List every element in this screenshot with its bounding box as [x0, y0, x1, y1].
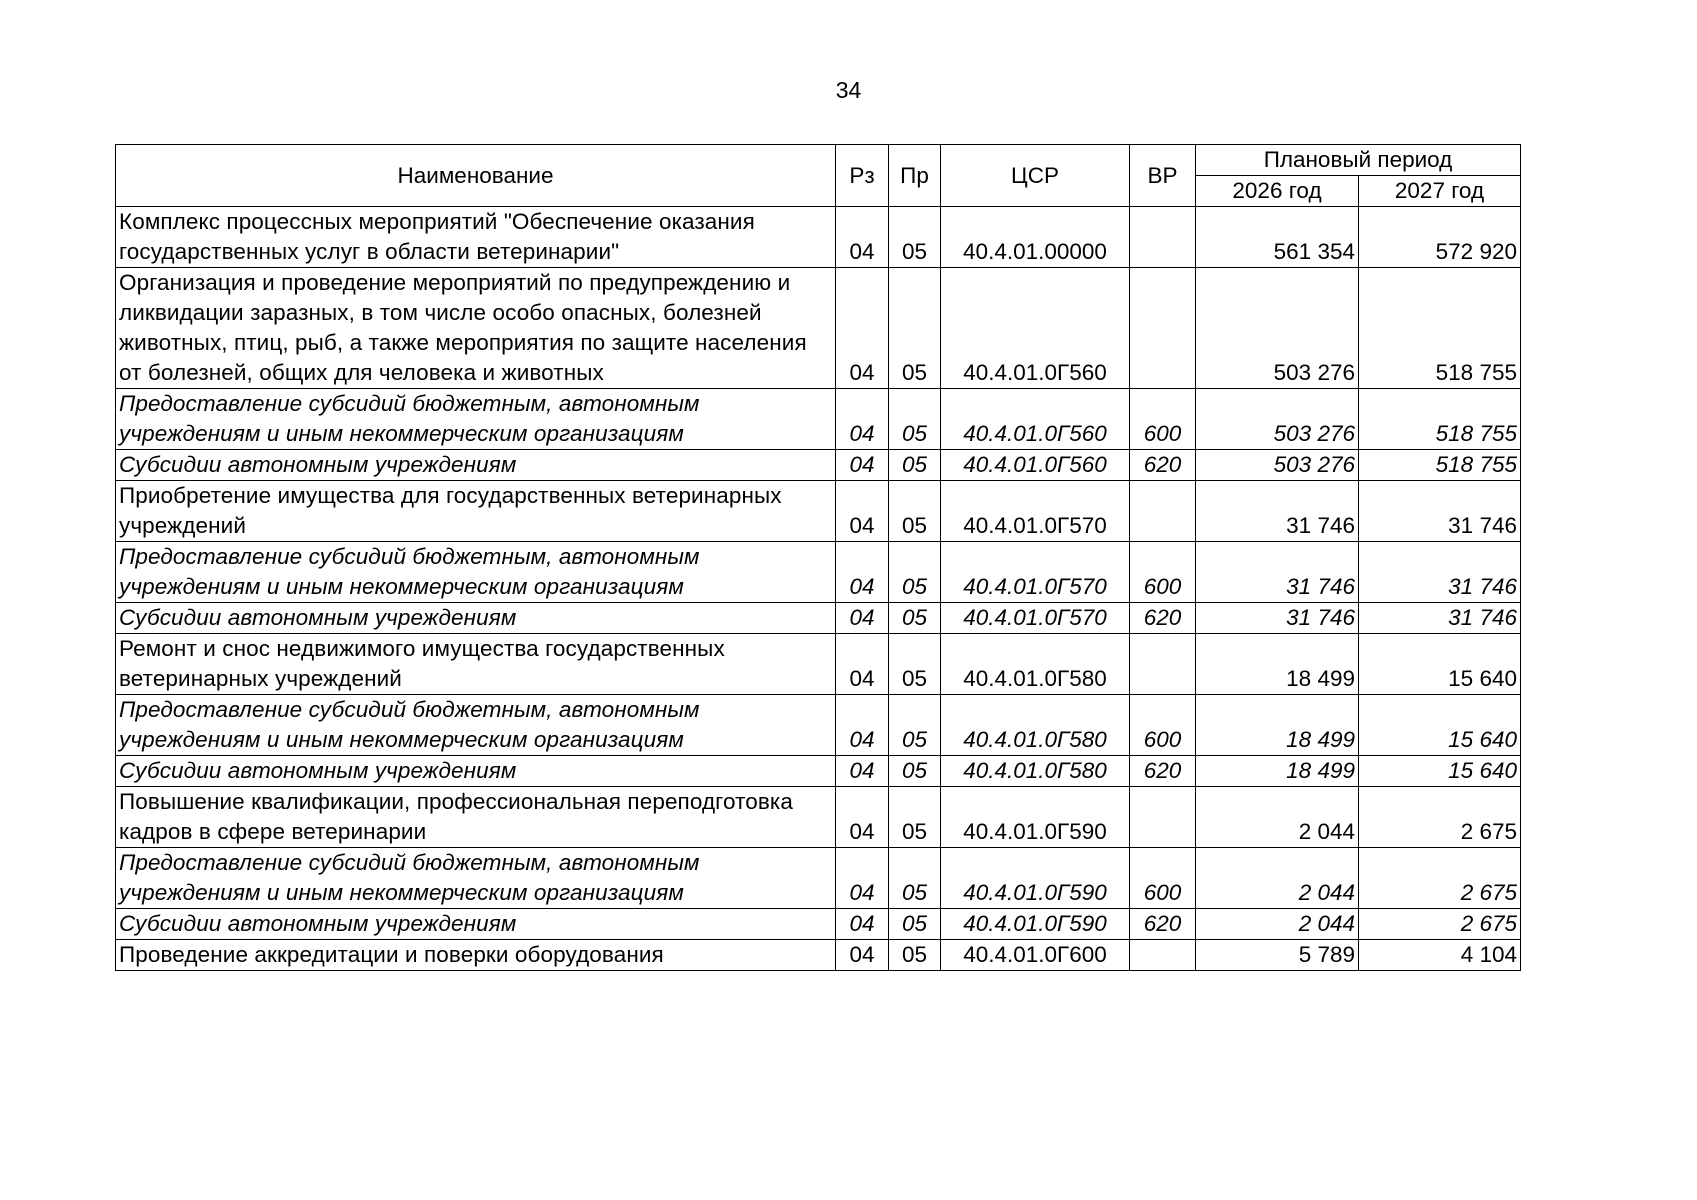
cell-amount-2027: 31 746 — [1359, 603, 1521, 634]
cell-amount-2026: 31 746 — [1196, 603, 1359, 634]
cell-vr — [1130, 207, 1196, 268]
cell-amount-2026: 18 499 — [1196, 695, 1359, 756]
cell-amount-2027: 15 640 — [1359, 634, 1521, 695]
cell-pr: 05 — [889, 848, 941, 909]
cell-name: Субсидии автономным учреждениям — [116, 603, 836, 634]
cell-amount-2026: 2 044 — [1196, 787, 1359, 848]
cell-name: Субсидии автономным учреждениям — [116, 909, 836, 940]
header-rz: Рз — [836, 145, 889, 207]
cell-rz: 04 — [836, 268, 889, 389]
header-vr: ВР — [1130, 145, 1196, 207]
cell-name: Организация и проведение мероприятий по предупреждению и ликвидации заразных, в том числе особо опасных, болезней животных, птиц, рыб, а также мероприятия по защите населения от болезней, общих для человека и животных — [116, 268, 836, 389]
cell-csr: 40.4.01.0Г590 — [941, 909, 1130, 940]
cell-rz: 04 — [836, 450, 889, 481]
table-row — [116, 787, 1521, 848]
header-pr: Пр — [889, 145, 941, 207]
cell-vr — [1130, 634, 1196, 695]
cell-name: Проведение аккредитации и поверки оборудования — [116, 940, 836, 971]
cell-name: Ремонт и снос недвижимого имущества государственных ветеринарных учреждений — [116, 634, 836, 695]
cell-pr: 05 — [889, 542, 941, 603]
cell-rz: 04 — [836, 940, 889, 971]
cell-vr: 600 — [1130, 542, 1196, 603]
cell-rz: 04 — [836, 848, 889, 909]
cell-vr: 600 — [1130, 389, 1196, 450]
cell-rz: 04 — [836, 603, 889, 634]
table-row — [116, 268, 1521, 389]
cell-csr: 40.4.01.0Г580 — [941, 756, 1130, 787]
cell-amount-2027: 2 675 — [1359, 787, 1521, 848]
cell-pr: 05 — [889, 695, 941, 756]
cell-vr: 620 — [1130, 909, 1196, 940]
budget-table — [115, 144, 1521, 971]
table-body — [116, 207, 1521, 971]
cell-name: Комплекс процессных мероприятий "Обеспечение оказания государственных услуг в области ветеринарии" — [116, 207, 836, 268]
cell-rz: 04 — [836, 481, 889, 542]
cell-csr: 40.4.01.0Г560 — [941, 450, 1130, 481]
cell-rz: 04 — [836, 634, 889, 695]
cell-pr: 05 — [889, 787, 941, 848]
cell-amount-2027: 31 746 — [1359, 481, 1521, 542]
cell-csr: 40.4.01.0Г590 — [941, 848, 1130, 909]
cell-rz: 04 — [836, 542, 889, 603]
cell-amount-2027: 518 755 — [1359, 389, 1521, 450]
table-row — [116, 389, 1521, 450]
cell-name: Предоставление субсидий бюджетным, автономным учреждениям и иным некоммерческим организациям — [116, 389, 836, 450]
cell-csr: 40.4.01.0Г590 — [941, 787, 1130, 848]
cell-amount-2026: 18 499 — [1196, 756, 1359, 787]
cell-name: Предоставление субсидий бюджетным, автономным учреждениям и иным некоммерческим организациям — [116, 695, 836, 756]
header-name: Наименование — [116, 145, 836, 207]
cell-amount-2026: 31 746 — [1196, 481, 1359, 542]
cell-vr: 620 — [1130, 450, 1196, 481]
table-row — [116, 909, 1521, 940]
table-header — [116, 145, 1521, 207]
cell-amount-2026: 2 044 — [1196, 848, 1359, 909]
cell-csr: 40.4.01.0Г570 — [941, 542, 1130, 603]
cell-rz: 04 — [836, 756, 889, 787]
cell-pr: 05 — [889, 909, 941, 940]
cell-pr: 05 — [889, 389, 941, 450]
cell-amount-2026: 503 276 — [1196, 389, 1359, 450]
cell-name: Предоставление субсидий бюджетным, автономным учреждениям и иным некоммерческим организациям — [116, 848, 836, 909]
table-row — [116, 207, 1521, 268]
cell-pr: 05 — [889, 940, 941, 971]
cell-amount-2027: 572 920 — [1359, 207, 1521, 268]
cell-csr: 40.4.01.0Г570 — [941, 603, 1130, 634]
cell-amount-2027: 4 104 — [1359, 940, 1521, 971]
cell-name: Субсидии автономным учреждениям — [116, 450, 836, 481]
cell-amount-2026: 503 276 — [1196, 450, 1359, 481]
cell-vr: 600 — [1130, 848, 1196, 909]
header-csr: ЦСР — [941, 145, 1130, 207]
cell-amount-2027: 15 640 — [1359, 756, 1521, 787]
table-row — [116, 450, 1521, 481]
table-row — [116, 542, 1521, 603]
cell-pr: 05 — [889, 603, 941, 634]
cell-amount-2027: 15 640 — [1359, 695, 1521, 756]
cell-vr: 600 — [1130, 695, 1196, 756]
table-row — [116, 634, 1521, 695]
table-row — [116, 481, 1521, 542]
cell-rz: 04 — [836, 389, 889, 450]
header-year-2027: 2027 год — [1359, 176, 1521, 207]
cell-name: Приобретение имущества для государственных ветеринарных учреждений — [116, 481, 836, 542]
page-number: 34 — [835, 77, 862, 103]
cell-name: Субсидии автономным учреждениям — [116, 756, 836, 787]
cell-amount-2027: 2 675 — [1359, 848, 1521, 909]
cell-csr: 40.4.01.0Г560 — [941, 389, 1130, 450]
table-row — [116, 695, 1521, 756]
cell-amount-2027: 2 675 — [1359, 909, 1521, 940]
table-row — [116, 603, 1521, 634]
cell-pr: 05 — [889, 481, 941, 542]
cell-csr: 40.4.01.00000 — [941, 207, 1130, 268]
cell-csr: 40.4.01.0Г560 — [941, 268, 1130, 389]
table-row — [116, 848, 1521, 909]
cell-amount-2026: 5 789 — [1196, 940, 1359, 971]
cell-csr: 40.4.01.0Г580 — [941, 695, 1130, 756]
cell-amount-2026: 503 276 — [1196, 268, 1359, 389]
cell-amount-2027: 518 755 — [1359, 268, 1521, 389]
cell-rz: 04 — [836, 787, 889, 848]
cell-csr: 40.4.01.0Г600 — [941, 940, 1130, 971]
cell-name: Предоставление субсидий бюджетным, автономным учреждениям и иным некоммерческим организациям — [116, 542, 836, 603]
cell-vr — [1130, 481, 1196, 542]
cell-amount-2027: 31 746 — [1359, 542, 1521, 603]
cell-csr: 40.4.01.0Г580 — [941, 634, 1130, 695]
cell-pr: 05 — [889, 450, 941, 481]
header-planned-period: Плановый период — [1196, 145, 1521, 176]
cell-rz: 04 — [836, 695, 889, 756]
cell-pr: 05 — [889, 207, 941, 268]
cell-name: Повышение квалификации, профессиональная переподготовка кадров в сфере ветеринарии — [116, 787, 836, 848]
table-row — [116, 940, 1521, 971]
cell-amount-2026: 18 499 — [1196, 634, 1359, 695]
cell-vr — [1130, 940, 1196, 971]
cell-pr: 05 — [889, 268, 941, 389]
cell-vr: 620 — [1130, 603, 1196, 634]
cell-vr: 620 — [1130, 756, 1196, 787]
header-year-2026: 2026 год — [1196, 176, 1359, 207]
cell-amount-2026: 31 746 — [1196, 542, 1359, 603]
cell-pr: 05 — [889, 756, 941, 787]
cell-csr: 40.4.01.0Г570 — [941, 481, 1130, 542]
cell-vr — [1130, 787, 1196, 848]
cell-amount-2027: 518 755 — [1359, 450, 1521, 481]
cell-rz: 04 — [836, 207, 889, 268]
cell-amount-2026: 561 354 — [1196, 207, 1359, 268]
cell-rz: 04 — [836, 909, 889, 940]
cell-amount-2026: 2 044 — [1196, 909, 1359, 940]
cell-vr — [1130, 268, 1196, 389]
cell-pr: 05 — [889, 634, 941, 695]
table-row — [116, 756, 1521, 787]
